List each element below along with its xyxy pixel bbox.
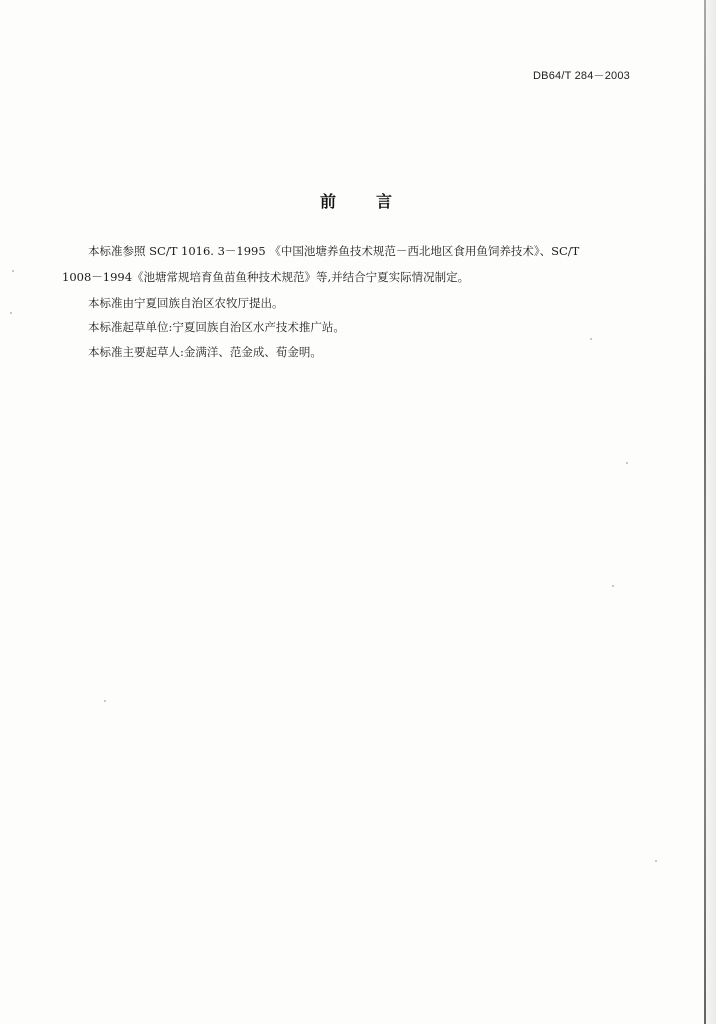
scan-speck [12,270,14,272]
foreword-paragraph-4: 本标准主要起草人:金满洋、范金成、荀金明。 [88,345,322,359]
scan-speck [104,700,106,702]
scan-edge-line [704,0,706,1024]
foreword-title: 前言 [320,192,433,211]
standard-code: DB64/T 284－2003 [533,70,630,82]
foreword-paragraph-1-line-2: 1008－1994《池塘常规培育鱼苗鱼种技术规范》等,并结合宁夏实际情况制定。 [62,270,470,284]
scan-speck [626,462,628,464]
scan-speck [590,338,592,340]
scan-speck [655,860,657,862]
scan-speck [612,585,614,587]
foreword-paragraph-2: 本标准由宁夏回族自治区农牧厅提出。 [88,296,284,310]
scan-edge-shadow [706,0,716,1024]
foreword-paragraph-3: 本标准起草单位:宁夏回族自治区水产技术推广站。 [88,320,345,334]
scan-speck [10,312,12,314]
foreword-paragraph-1-line-1: 本标准参照 SC/T 1016. 3－1995 《中国池塘养鱼技术规范－西北地区食用鱼饲养技术》、SC/T [88,244,580,258]
